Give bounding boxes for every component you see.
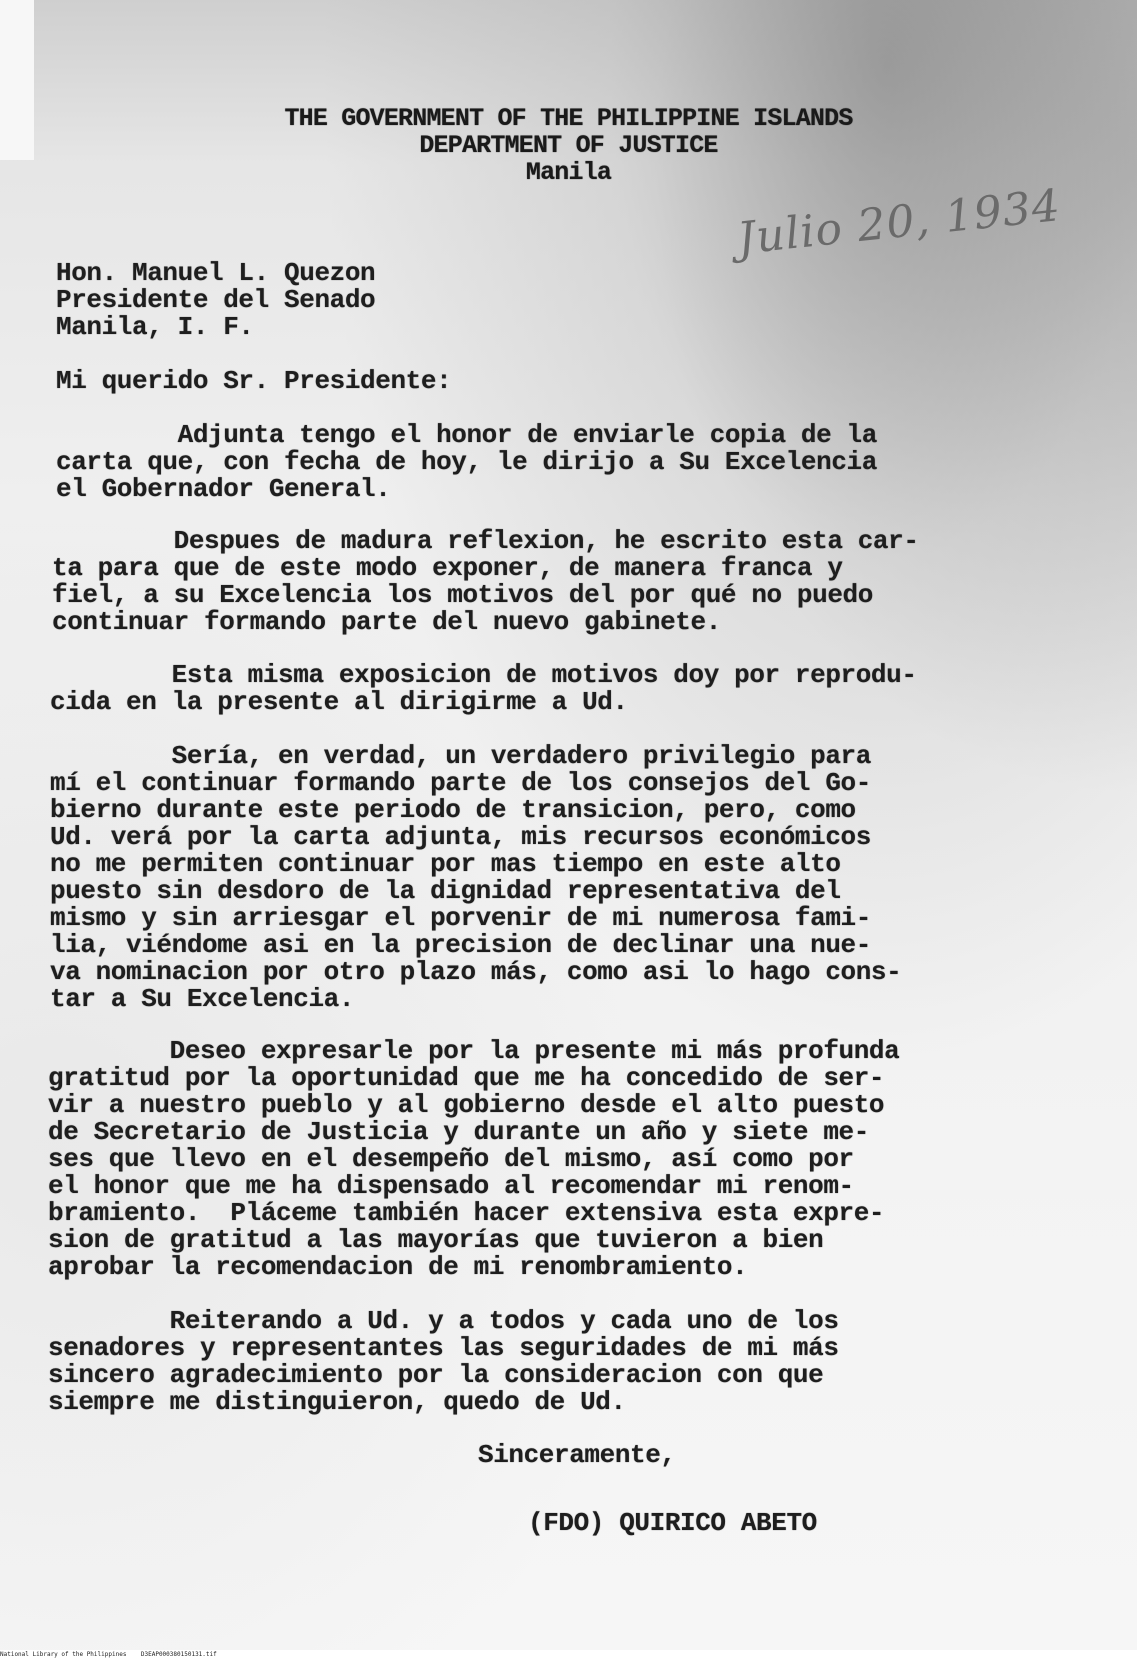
paragraph-line: mismo y sin arriesgar el porvenir de mi numerosa fami- [50,903,871,933]
paragraph-line: sincero agradecimiento por la consideracion con que [48,1360,824,1390]
paragraph-line: ta para que de este modo exponer, de manera franca y [52,553,843,583]
paragraph-line: Adjunta tengo el honor de enviarle copia de la [56,420,877,450]
paragraph-line: Deseo expresarle por la presente mi más profunda [48,1036,900,1066]
paragraph-line: el honor que me ha dispensado al recomendar mi renom- [48,1171,854,1201]
paragraph-line: fiel, a su Excelencia los motivos del por qué no puedo [52,580,873,610]
paragraph-line: bramiento. Pláceme también hacer extensiva esta expre- [48,1198,885,1228]
recipient-title: Presidente del Senado [56,285,376,315]
paragraph-line: bierno durante este periodo de transicion, pero, como [50,795,856,825]
paragraph-line: Ud. verá por la carta adjunta, mis recursos económicos [50,822,871,852]
letterhead-city: Manila [525,158,612,187]
paragraph-line: carta que, con fecha de hoy, le dirijo a Su Excelencia [56,447,877,477]
letterhead-government: THE GOVERNMENT OF THE PHILIPPINE ISLANDS [284,104,853,133]
archive-footer-caption: National Library of the Philippines D3EAP000380150131.tif [0,1651,1137,1658]
paragraph-line: cida en la presente al dirigirme a Ud. [50,687,628,717]
recipient-name: Hon. Manuel L. Quezon [56,258,376,288]
paragraph-line: ses que llevo en el desempeño del mismo, así como por [48,1144,854,1174]
salutation: Mi querido Sr. Presidente: [56,366,452,396]
paragraph-line: senadores y representantes las seguridades de mi más [48,1333,839,1363]
paragraph-line: gratitud por la oportunidad que me ha concedido de ser- [48,1063,885,1093]
signature: (FDO) QUIRICO ABETO [528,1508,817,1538]
paragraph-line: lia, viéndome asi en la precision de declinar una nue- [50,930,871,960]
paragraph-line: Esta misma exposicion de motivos doy por reprodu- [50,660,917,690]
paragraph-line: Sería, en verdad, un verdadero privilegio para [50,741,871,771]
paragraph-line: siempre me distinguieron, quedo de Ud. [48,1387,626,1417]
paragraph-line: el Gobernador General. [56,474,391,504]
paragraph-line: puesto sin desdoro de la dignidad representativa del [50,876,841,906]
closing: Sinceramente, [478,1440,676,1470]
letterhead-department: DEPARTMENT OF JUSTICE [419,131,718,160]
paragraph-line: Despues de madura reflexion, he escrito esta car- [52,526,919,556]
recipient-place: Manila, I. F. [56,312,254,342]
paragraph-line: va nominacion por otro plazo más, como asi lo hago cons- [50,957,902,987]
paragraph-line: de Secretario de Justicia y durante un año y siete me- [48,1117,869,1147]
paragraph-line: vir a nuestro pueblo y al gobierno desde el alto puesto [48,1090,885,1120]
handwritten-date: Julio 20, 1934 [735,180,1064,265]
paragraph-line: no me permiten continuar por mas tiempo en este alto [50,849,841,879]
paragraph-line: aprobar la recomendacion de mi renombramiento. [48,1252,748,1282]
paragraph-line: Reiterando a Ud. y a todos y cada uno de los [48,1306,839,1336]
paragraph-line: continuar formando parte del nuevo gabinete. [52,607,721,637]
paragraph-line: sion de gratitud a las mayorías que tuvieron a bien [48,1225,824,1255]
paragraph-line: tar a Su Excelencia. [50,984,355,1014]
paragraph-line: mí el continuar formando parte de los consejos del Go- [50,768,871,798]
